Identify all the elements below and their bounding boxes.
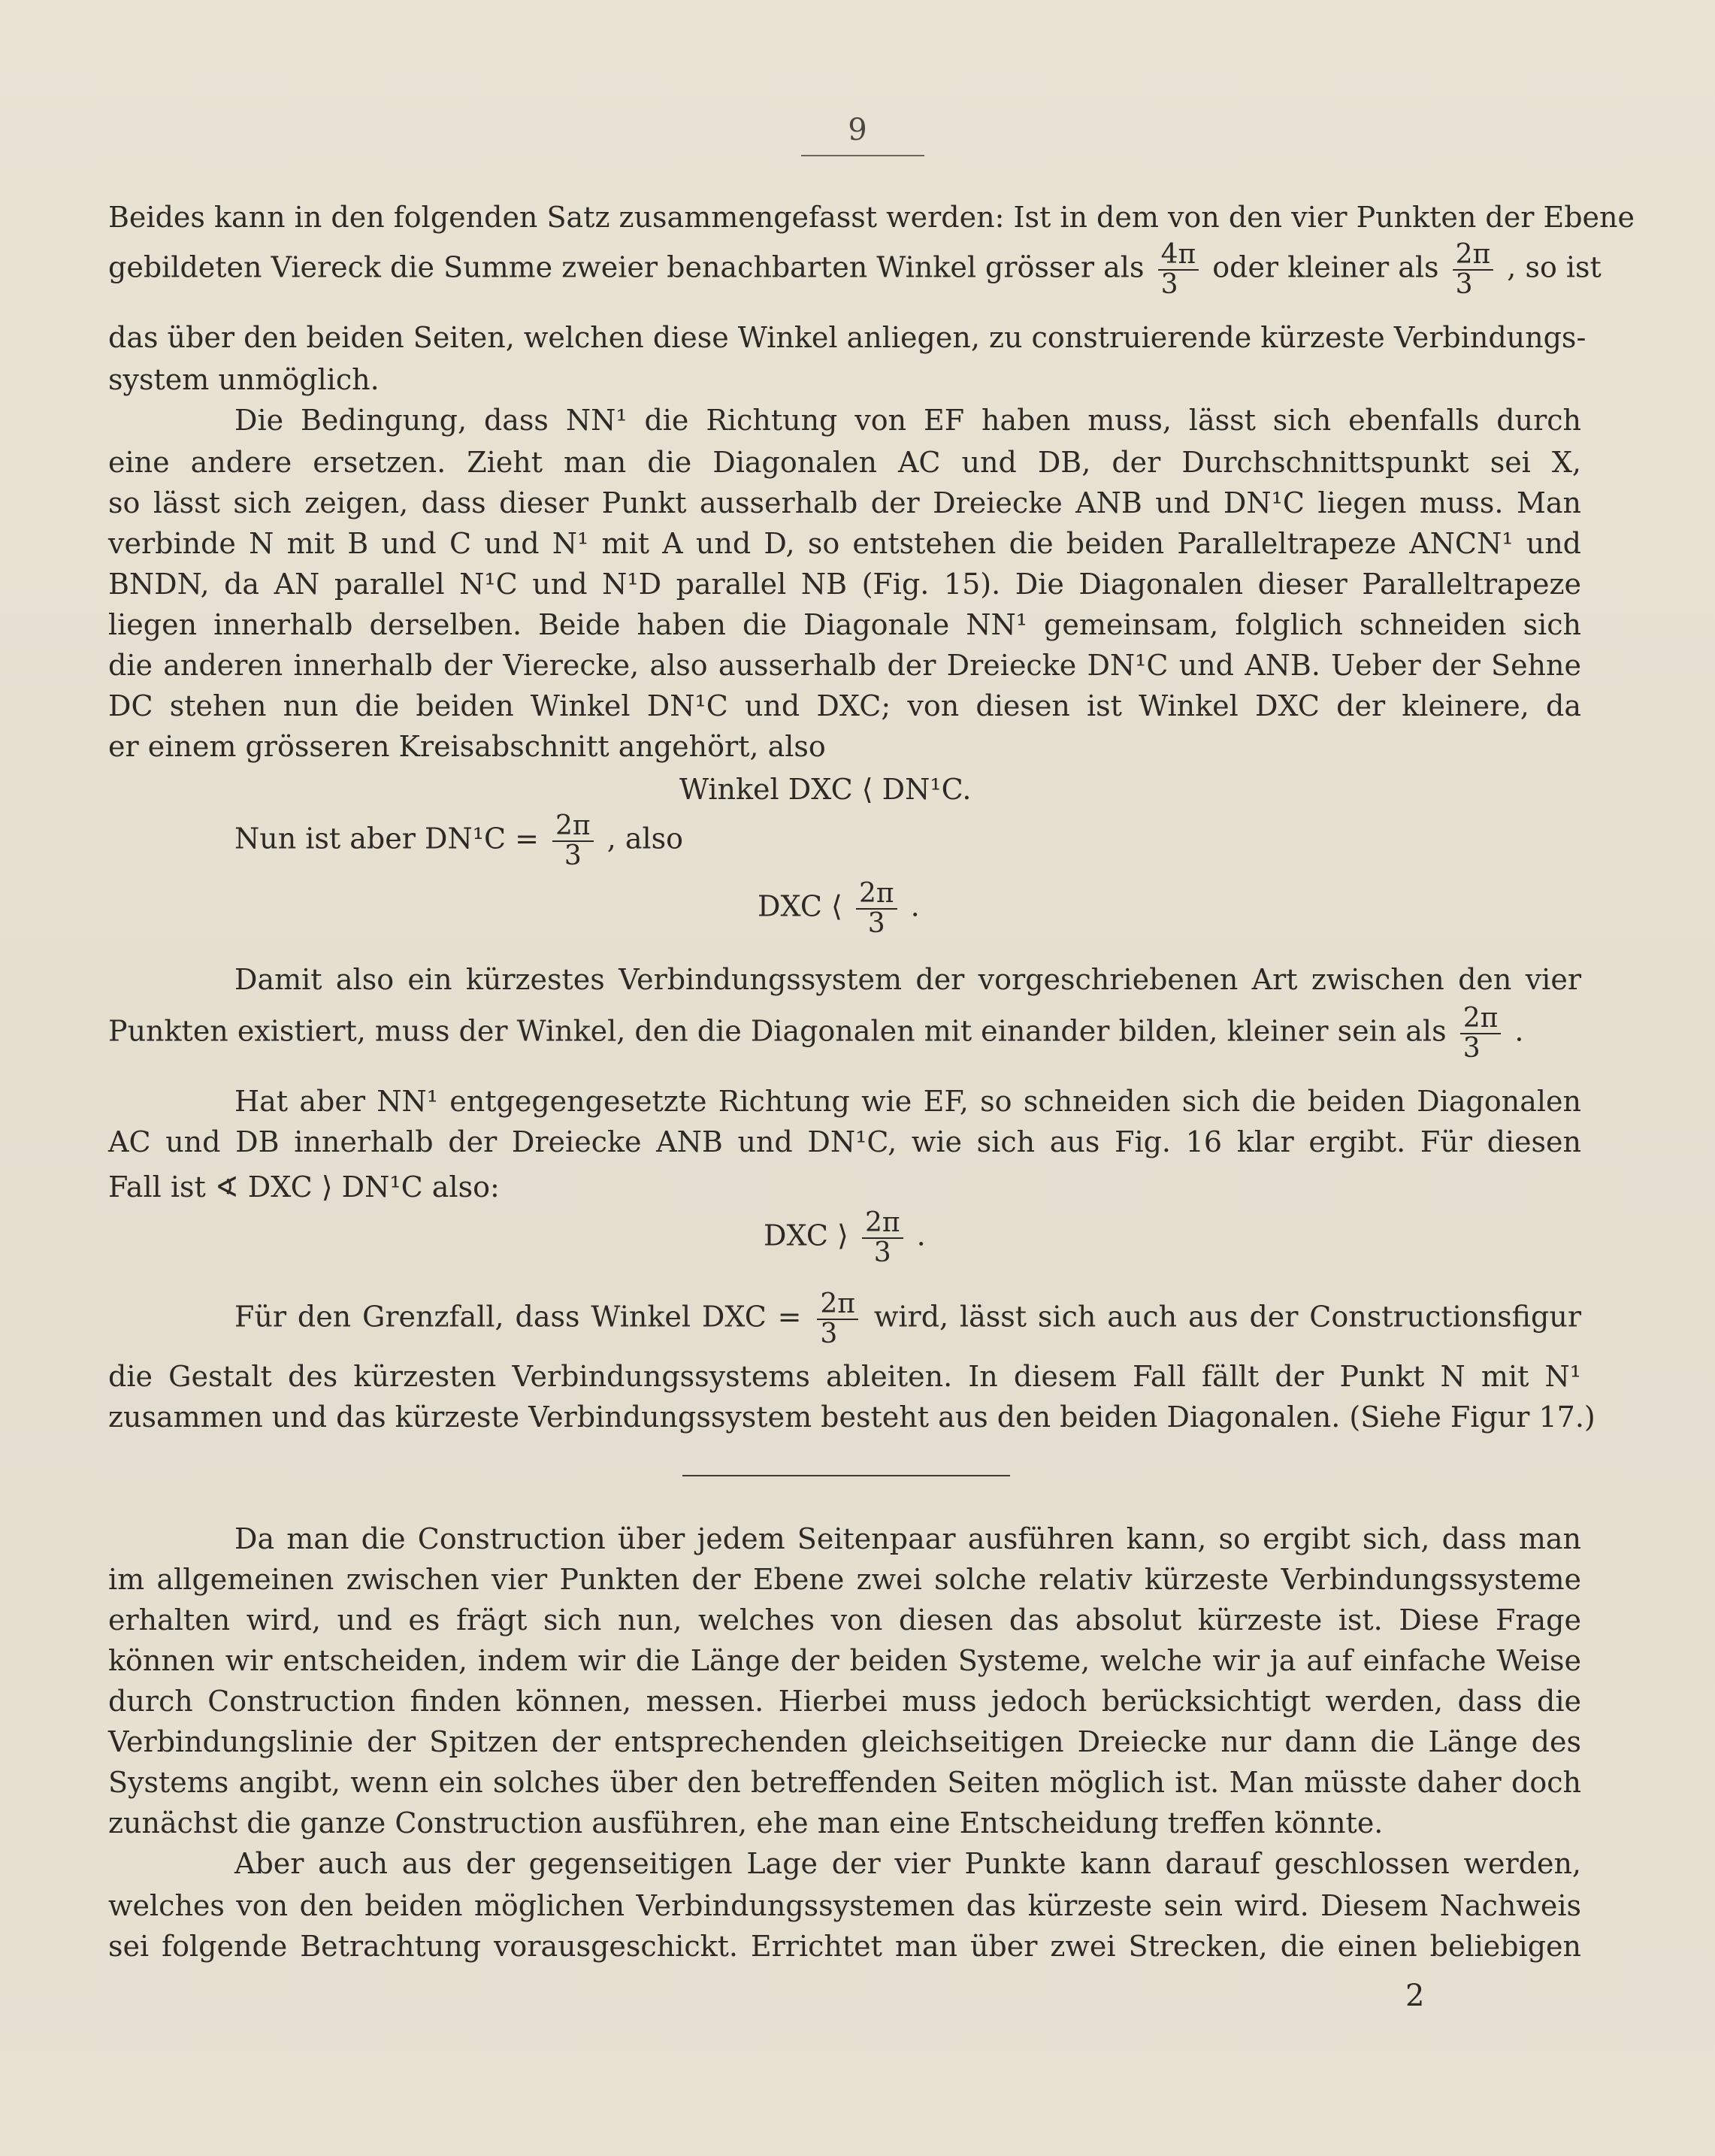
numerator: 2π xyxy=(552,812,594,842)
text-line: Fall ist ∢ DXC ⟩ DN¹C also: xyxy=(108,1170,500,1204)
text-line: Hat aber NN¹ entgegengesetzte Richtung wie EF, so schneiden sich die beiden Diagonalen xyxy=(234,1085,1581,1118)
text-line: er einem grösseren Kreisabschnitt angehört, also xyxy=(108,730,826,763)
formula-line-punkten xyxy=(108,1004,1581,1063)
text-line: Damit also ein kürzestes Verbindungssystem der vorgeschriebenen Art zwischen den vier xyxy=(234,963,1581,996)
fraction-2pi-3 xyxy=(817,1290,858,1349)
text-line: so lässt sich zeigen, dass dieser Punkt ausserhalb der Dreiecke ANB und DN¹C liegen muss. Man xyxy=(108,486,1581,519)
text-fragment: wird, lässt sich auch aus der Constructionsfigur xyxy=(873,1300,1581,1334)
fraction-4pi-3 xyxy=(1158,241,1199,299)
fraction-2pi-3 xyxy=(1453,241,1494,299)
formula-line-dxc-less xyxy=(758,880,920,938)
denominator: 3 xyxy=(873,1237,891,1268)
text-fragment: . xyxy=(1514,1014,1524,1048)
text-fragment: DXC ⟩ xyxy=(764,1219,848,1252)
numerator: 2π xyxy=(1453,241,1494,271)
formula-line-angles xyxy=(108,239,1602,300)
text-fragment: DXC ⟨ xyxy=(758,889,842,923)
text-fragment: Nun ist aber DN¹C = xyxy=(234,822,539,855)
text-fragment: , so ist xyxy=(1507,250,1602,284)
denominator: 3 xyxy=(564,840,582,871)
text-line: die Gestalt des kürzesten Verbindungssystems ableiten. In diesem Fall fällt der Punkt N mit N¹ xyxy=(108,1360,1581,1393)
denominator: 3 xyxy=(1160,268,1178,300)
numerator: 2π xyxy=(856,880,897,910)
formula-line-grenzfall xyxy=(234,1290,1581,1349)
text-line: durch Construction finden können, messen. Hierbei muss jedoch berücksichtigt werden, dass die xyxy=(108,1685,1581,1718)
text-line: eine andere ersetzen. Zieht man die Diagonalen AC und DB, der Durchschnittspunkt sei X, xyxy=(108,446,1581,479)
text-line: können wir entscheiden, indem wir die Länge der beiden Systeme, welche wir ja auf einfache Weise xyxy=(108,1644,1581,1677)
fraction-2pi-3 xyxy=(1460,1004,1502,1063)
text-line: die anderen innerhalb der Vierecke, also ausserhalb der Dreiecke DN¹C und ANB. Ueber der Sehne xyxy=(108,649,1581,682)
text-line: zusammen und das kürzeste Verbindungssystem besteht aus den beiden Diagonalen. (Siehe Figur 17.) xyxy=(108,1400,1596,1434)
formula-line-nun xyxy=(234,812,683,871)
text-line: zunächst die ganze Construction ausführen, ehe man eine Entscheidung treffen könnte. xyxy=(108,1806,1384,1840)
numerator: 4π xyxy=(1158,241,1199,271)
text-line: das über den beiden Seiten, welchen diese Winkel anliegen, zu construierende kürzeste Verbindungs- xyxy=(108,321,1586,354)
text-fragment: , also xyxy=(606,822,684,855)
fraction-2pi-3 xyxy=(856,880,897,938)
text-line: AC und DB innerhalb der Dreiecke ANB und DN¹C, wie sich aus Fig. 16 klar ergibt. Für diesen xyxy=(108,1125,1581,1158)
numerator: 2π xyxy=(1460,1004,1502,1034)
text-line: Verbindungslinie der Spitzen der entsprechenden gleichseitigen Dreiecke nur dann die Länge des xyxy=(108,1725,1581,1758)
text-fragment: . xyxy=(910,889,920,923)
denominator: 3 xyxy=(867,907,885,939)
inequality-line: Winkel DXC ⟨ DN¹C. xyxy=(679,773,972,806)
text-fragment: Punkten existiert, muss der Winkel, den die Diagonalen mit einander bilden, kleiner sein als xyxy=(108,1014,1447,1048)
numerator: 2π xyxy=(817,1290,858,1320)
text-line: Systems angibt, wenn ein solches über den betreffenden Seiten möglich ist. Man müsste daher doch xyxy=(108,1766,1581,1799)
formula-line-dxc-greater xyxy=(764,1209,926,1267)
denominator: 3 xyxy=(1462,1032,1481,1064)
signature-mark: 2 xyxy=(1405,1979,1425,2013)
denominator: 3 xyxy=(820,1318,838,1349)
section-divider xyxy=(682,1475,1010,1476)
text-line: im allgemeinen zwischen vier Punkten der Ebene zwei solche relativ kürzeste Verbindungssysteme xyxy=(108,1563,1581,1596)
fraction-2pi-3 xyxy=(552,812,594,871)
text-fragment: gebildeten Viereck die Summe zweier benachbarten Winkel grösser als xyxy=(108,250,1145,284)
text-line: Die Bedingung, dass NN¹ die Richtung von EF haben muss, lässt sich ebenfalls durch xyxy=(234,404,1581,437)
denominator: 3 xyxy=(1455,268,1473,300)
page-number: 9 xyxy=(848,113,867,147)
text-line: system unmöglich. xyxy=(108,363,380,396)
text-line: BNDN, da AN parallel N¹C und N¹D parallel NB (Fig. 15). Die Diagonalen dieser Paralleltrapeze xyxy=(108,568,1581,601)
text-line: Da man die Construction über jedem Seitenpaar ausführen kann, so ergibt sich, dass man xyxy=(234,1522,1581,1555)
text-fragment: Für den Grenzfall, dass Winkel DXC = xyxy=(234,1300,802,1334)
text-line: welches von den beiden möglichen Verbindungssystemen das kürzeste sein wird. Diesem Nachweis xyxy=(108,1889,1581,1922)
text-line: verbinde N mit B und C und N¹ mit A und D, so entstehen die beiden Paralleltrapeze ANCN¹ und xyxy=(108,527,1581,560)
text-fragment: oder kleiner als xyxy=(1212,250,1439,284)
header-rule xyxy=(801,155,924,156)
numerator: 2π xyxy=(862,1209,903,1239)
fraction-2pi-3 xyxy=(862,1209,903,1267)
text-line: sei folgende Betrachtung vorausgeschickt. Errichtet man über zwei Strecken, die einen beliebigen xyxy=(108,1930,1581,1963)
text-line: DC stehen nun die beiden Winkel DN¹C und DXC; von diesen ist Winkel DXC der kleinere, da xyxy=(108,689,1581,722)
text-fragment: . xyxy=(916,1219,926,1252)
text-line: Beides kann in den folgenden Satz zusammengefasst werden: Ist in dem von den vier Punkten der Ebene xyxy=(108,201,1635,234)
text-line: Aber auch aus der gegenseitigen Lage der vier Punkte kann darauf geschlossen werden, xyxy=(234,1847,1581,1880)
text-line: liegen innerhalb derselben. Beide haben die Diagonale NN¹ gemeinsam, folglich schneiden sich xyxy=(108,608,1581,641)
text-line: erhalten wird, und es frägt sich nun, welches von diesen das absolut kürzeste ist. Diese Frage xyxy=(108,1603,1581,1637)
